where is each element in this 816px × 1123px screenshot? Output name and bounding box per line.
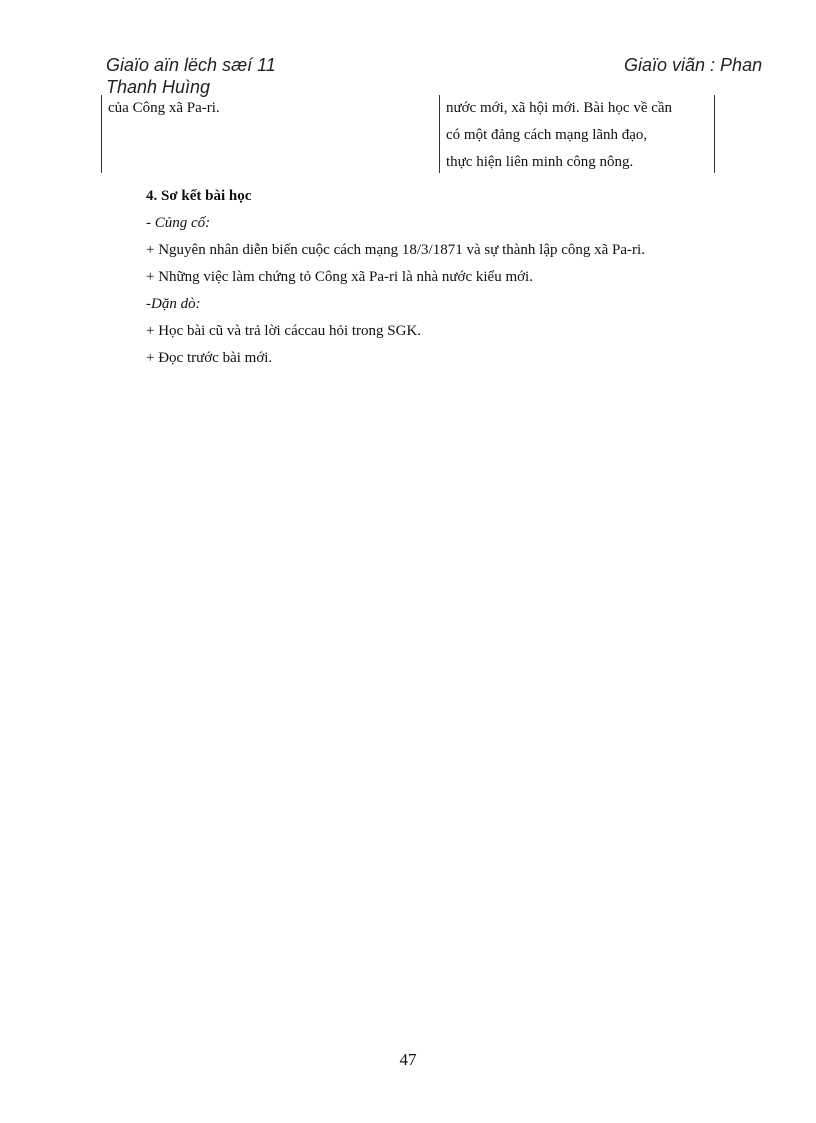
list-item: + Những việc làm chứng tỏ Công xã Pa-ri là nhà nước kiểu mới. [146,269,533,285]
list-item: + Nguyên nhân diễn biến cuộc cách mạng 18/3/1871 và sự thành lập công xã Pa-ri. [146,242,645,258]
header-teacher-label: Giaïo viãn : Phan [624,55,763,75]
lesson-summary [146,183,746,372]
table-cell-line: thực hiện liên minh công nông. [446,154,634,170]
table-border-middle [439,95,440,173]
table-cell-line: có một đảng cách mạng lãnh đạo, [446,127,648,143]
cung-co-label: - Củng cố: [146,215,211,231]
table-border-left [101,95,102,173]
table-cell-line: nước mới, xã hội mới. Bài học về cần [446,100,673,116]
dan-do-label: -Dặn dò: [146,296,201,312]
section-title: 4. Sơ kết bài học [146,188,252,204]
header-title: Giaïo aïn lëch sæí 11 [106,55,276,75]
page-number: 47 [399,1050,417,1069]
table-cell-right [446,95,708,176]
list-item: + Đọc trước bài mới. [146,350,273,366]
header-teacher-name: Thanh Huìng [106,77,211,97]
table-cell-left: của Công xã Pa-ri. [108,100,220,116]
list-item: + Học bài cũ và trả lời cáccau hỏi trong SGK. [146,323,422,339]
table-border-right [714,95,715,173]
